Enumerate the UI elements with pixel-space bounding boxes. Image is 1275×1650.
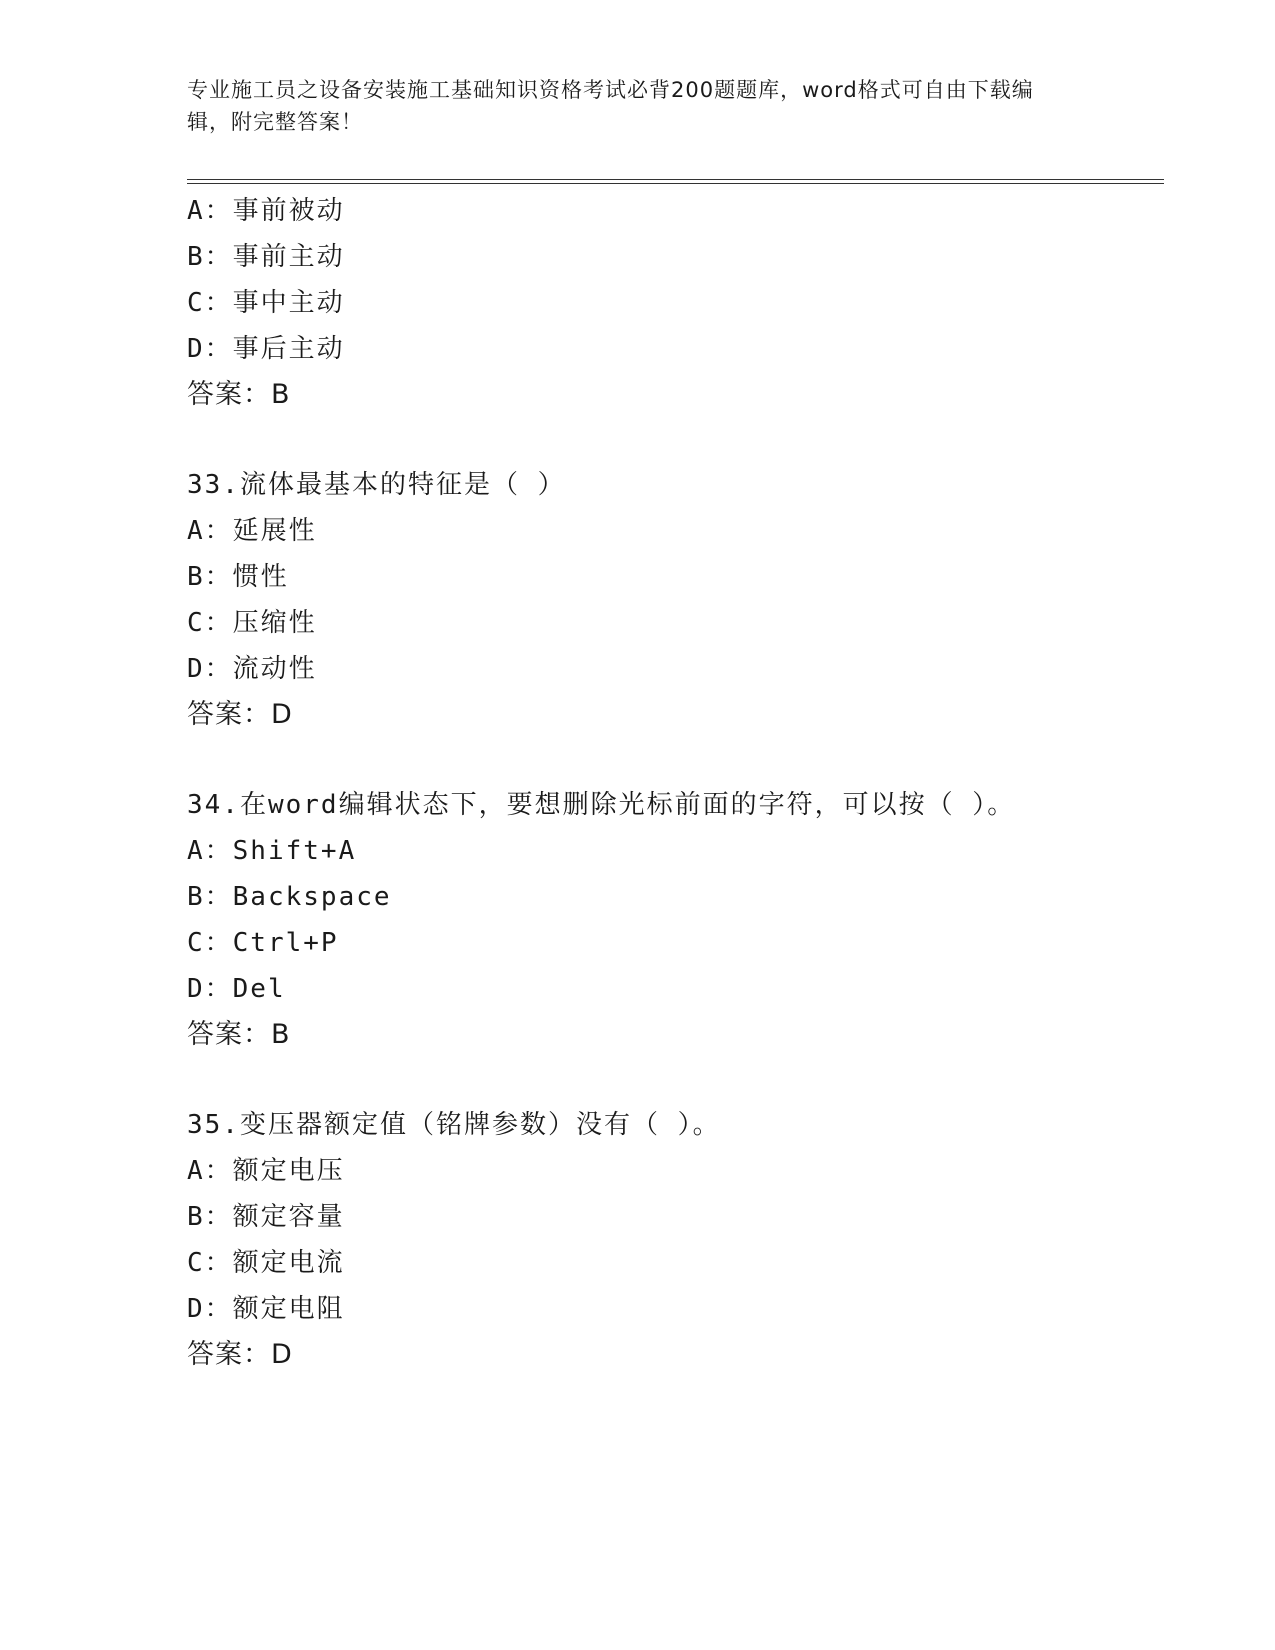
option-b: B：惯性 bbox=[187, 562, 289, 592]
question-stem: 34.在word编辑状态下，要想删除光标前面的字符，可以按（ ）。 bbox=[187, 790, 1016, 820]
option-c: C：额定电流 bbox=[187, 1248, 345, 1278]
option-a: A：事前被动 bbox=[187, 196, 345, 226]
option-d: D：Del bbox=[187, 974, 286, 1004]
answer-line: 答案：B bbox=[187, 1019, 291, 1050]
question-stem: 35.变压器额定值（铭牌参数）没有（ ）。 bbox=[187, 1110, 721, 1140]
option-d: D：流动性 bbox=[187, 654, 317, 684]
option-a: A：延展性 bbox=[187, 516, 317, 546]
option-b: B：事前主动 bbox=[187, 242, 345, 272]
question-block-35 bbox=[187, 1102, 1167, 1378]
answer-line: 答案：D bbox=[187, 699, 293, 730]
option-d: D：额定电阻 bbox=[187, 1294, 345, 1324]
question-list bbox=[187, 188, 1167, 1378]
option-a: A：额定电压 bbox=[187, 1156, 345, 1186]
option-b: B：额定容量 bbox=[187, 1202, 345, 1232]
question-block-prev bbox=[187, 188, 1167, 418]
answer-line: 答案：B bbox=[187, 379, 291, 410]
option-b: B：Backspace bbox=[187, 882, 392, 912]
spacer bbox=[187, 418, 1167, 462]
option-c: C：压缩性 bbox=[187, 608, 317, 638]
spacer bbox=[187, 738, 1167, 782]
option-c: C：Ctrl+P bbox=[187, 928, 339, 958]
question-stem: 33.流体最基本的特征是（ ） bbox=[187, 470, 566, 500]
question-block-34 bbox=[187, 782, 1167, 1058]
option-d: D：事后主动 bbox=[187, 334, 345, 364]
spacer bbox=[187, 1058, 1167, 1102]
document-header: 专业施工员之设备安装施工基础知识资格考试必背200题题库，word格式可自由下载编辑，附完整答案！ bbox=[187, 78, 1034, 134]
option-a: A：Shift+A bbox=[187, 836, 357, 866]
answer-line: 答案：D bbox=[187, 1339, 293, 1370]
question-block-33 bbox=[187, 462, 1167, 738]
header-divider bbox=[187, 179, 1164, 184]
option-c: C：事中主动 bbox=[187, 288, 345, 318]
